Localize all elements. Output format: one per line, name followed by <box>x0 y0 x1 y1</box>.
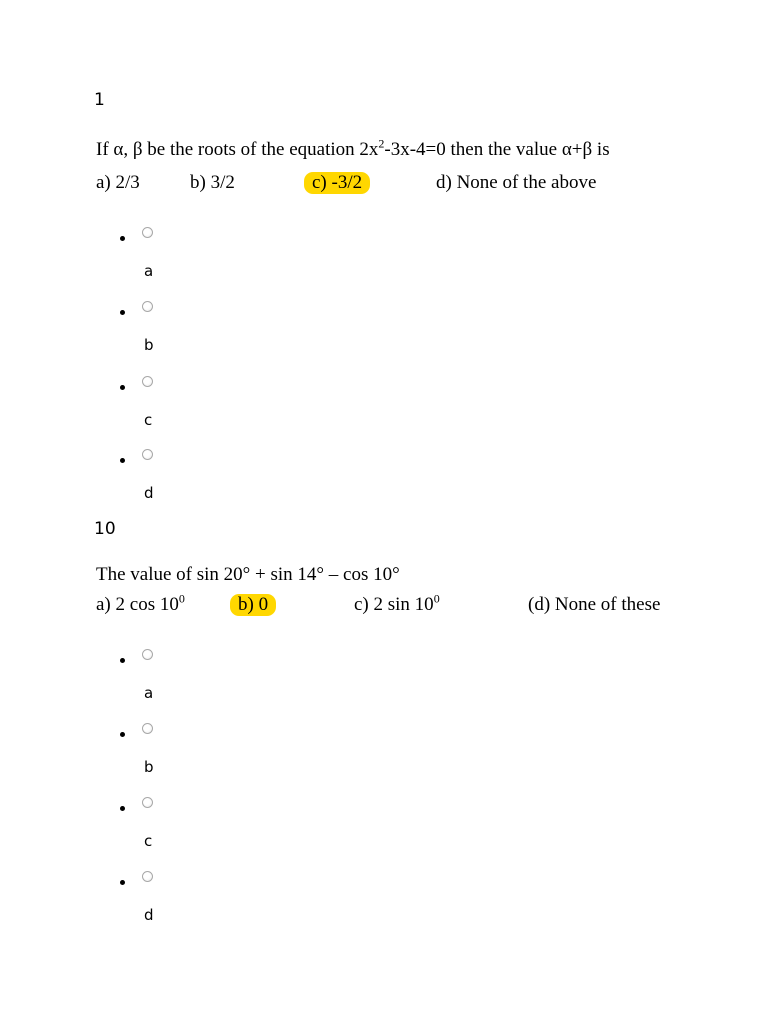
question-text-superscript: 2 <box>378 136 385 151</box>
option-b-highlighted <box>230 594 276 616</box>
choice-label: d <box>144 906 154 924</box>
option-d: d) None of the above <box>436 172 597 193</box>
radio-button[interactable] <box>142 723 153 734</box>
choice-c[interactable] <box>116 377 176 437</box>
choice-b[interactable] <box>116 724 176 784</box>
option-a: a) 2/3 <box>96 172 140 193</box>
bullet-icon <box>120 236 125 241</box>
option-b-text: b) 0 <box>238 594 269 615</box>
question-number: 1 <box>94 90 105 110</box>
answer-options <box>96 172 716 196</box>
choice-d[interactable] <box>116 872 176 932</box>
bullet-icon <box>120 385 125 390</box>
option-c-text: c) 2 sin 10 <box>354 594 434 615</box>
radio-button[interactable] <box>142 449 153 460</box>
bullet-icon <box>120 658 125 663</box>
radio-button[interactable] <box>142 301 153 312</box>
bullet-icon <box>120 806 125 811</box>
bullet-icon <box>120 880 125 885</box>
choice-label: c <box>144 411 153 429</box>
choice-c[interactable] <box>116 798 176 858</box>
choice-label: b <box>144 758 154 776</box>
option-b: b) 3/2 <box>190 172 235 193</box>
option-c-highlighted: c) -3/2 <box>304 172 370 194</box>
question-text-part: If α, β be the roots of the equation 2x <box>96 139 379 160</box>
option-d-text: (d) None of these <box>528 594 661 615</box>
question-text: The value of sin 20° + sin 14° – cos 10° <box>96 564 400 585</box>
radio-button[interactable] <box>142 649 153 660</box>
choice-label: a <box>144 684 154 702</box>
bullet-icon <box>120 310 125 315</box>
choice-label: d <box>144 484 154 502</box>
question-text-part: -3x-4=0 then the value α+β is <box>384 139 610 160</box>
option-a-superscript: 0 <box>178 591 185 606</box>
choice-a[interactable] <box>116 228 176 288</box>
bullet-icon <box>120 732 125 737</box>
choice-label: b <box>144 336 154 354</box>
option-a-text: a) 2 cos 10 <box>96 594 179 615</box>
choice-label: c <box>144 832 153 850</box>
radio-button[interactable] <box>142 227 153 238</box>
choice-b[interactable] <box>116 302 176 362</box>
option-d <box>528 594 660 616</box>
answer-options <box>96 591 716 618</box>
choice-d[interactable] <box>116 450 176 510</box>
question-text <box>96 136 610 161</box>
question-number: 10 <box>94 519 116 539</box>
choice-label: a <box>144 262 154 280</box>
option-a <box>96 591 185 616</box>
option-c <box>354 591 440 616</box>
radio-button[interactable] <box>142 376 153 387</box>
option-c-superscript: 0 <box>433 591 440 606</box>
radio-button[interactable] <box>142 797 153 808</box>
radio-button[interactable] <box>142 871 153 882</box>
bullet-icon <box>120 458 125 463</box>
choice-a[interactable] <box>116 650 176 710</box>
